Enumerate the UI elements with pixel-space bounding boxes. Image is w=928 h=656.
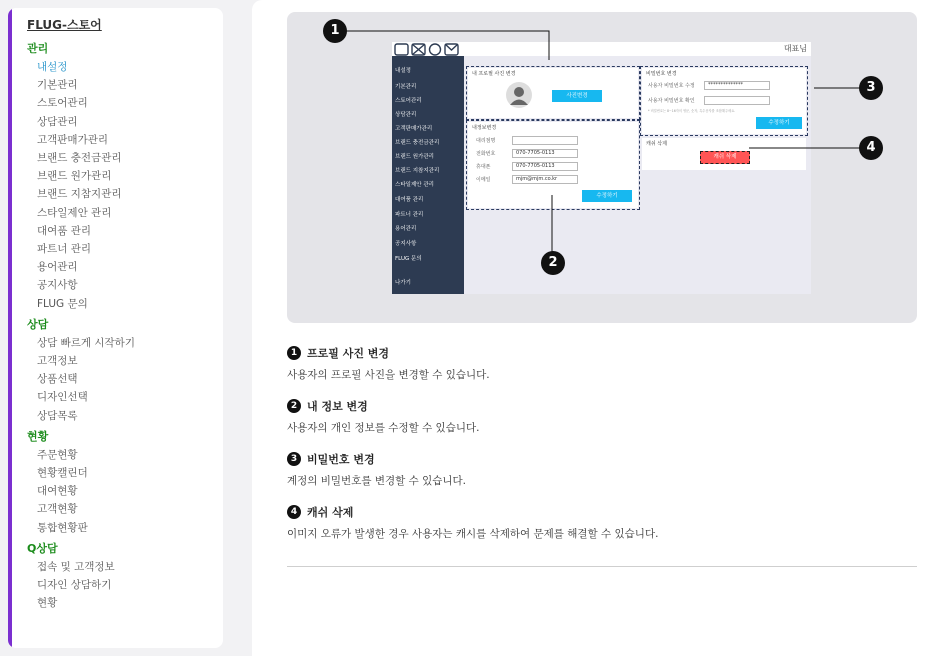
desc-head (287, 398, 917, 414)
nav-item-consult-list[interactable]: 상담목록 (37, 409, 78, 422)
nav-item-style-suggest[interactable]: 스타일제안 관리 (37, 206, 112, 219)
mock-info-title: 내정보변경 (472, 125, 497, 131)
nav-item-my-settings[interactable]: 내설정 (37, 61, 68, 73)
desc-text: 사용자의 프로필 사진을 변경할 수 있습니다. (287, 369, 490, 381)
mock-menu-item: 대여품 관리 (395, 197, 424, 203)
callout-4: 4 (859, 136, 883, 160)
mock-menu-item: 공지사항 (395, 241, 417, 247)
desc-title: 내 정보 변경 (307, 400, 368, 413)
nav-item-integrated-board[interactable]: 통합현황판 (37, 521, 88, 534)
mock-info-save-button: 수정하기 (582, 190, 632, 202)
nav-item-status-calendar[interactable]: 현황캘린더 (37, 467, 88, 480)
mock-info-label: 이메일 (476, 177, 491, 183)
mock-password-note: * 비밀번호는 8~16자의 영문, 숫자, 특수문자를 조합해주세요. (648, 109, 736, 113)
callout-1: 1 (323, 19, 347, 43)
mock-info-input: mjm@mjm.co.kr (512, 175, 578, 184)
nav-group-status[interactable]: 현황 (27, 429, 49, 443)
desc-text: 사용자의 개인 정보를 수정할 수 있습니다. (287, 422, 480, 434)
nav-item-customer-status[interactable]: 고객현황 (37, 503, 78, 516)
nav-section-consult (27, 316, 217, 425)
desc-head (287, 504, 917, 520)
nav-item-brand-charge[interactable]: 브랜드 충전금관리 (37, 152, 122, 165)
nav-item-store[interactable]: 스토어관리 (37, 97, 88, 110)
nav-section-manage (27, 40, 217, 313)
nav-item-design-consult[interactable]: 디자인 상담하기 (37, 579, 112, 592)
nav-section-q-consult (27, 540, 217, 613)
nav-item-design-select[interactable]: 디자인선택 (37, 391, 88, 404)
callout-3: 3 (859, 76, 883, 100)
mock-menu-item: 고객판매가관리 (395, 126, 433, 132)
mock-profile-title: 내 프로필 사진 변경 (472, 71, 516, 77)
nav-item-customer-price[interactable]: 고객판매가관리 (37, 133, 109, 146)
nav-item-flug-inquiry[interactable]: FLUG 문의 (37, 297, 88, 310)
nav-item-rental-status[interactable]: 대여현황 (37, 485, 78, 498)
number-badge: 4 (287, 505, 301, 519)
nav-item-customer-info[interactable]: 고객정보 (37, 355, 78, 368)
number-badge: 3 (287, 452, 301, 466)
mock-password-title: 비밀번호 변경 (646, 71, 677, 77)
nav-item-brand-cost[interactable]: 브랜드 원가관리 (37, 170, 112, 183)
mock-menu-item: 기본관리 (395, 84, 417, 90)
nav-item-consult-manage[interactable]: 상담관리 (37, 115, 78, 128)
divider (287, 566, 917, 567)
number-badge: 1 (287, 346, 301, 360)
desc-text: 계정의 비밀번호를 변경할 수 있습니다. (287, 475, 466, 487)
number-badge: 2 (287, 399, 301, 413)
desc-profile-photo (287, 345, 917, 382)
desc-head (287, 345, 917, 361)
screenshot-illustration (287, 12, 917, 323)
mock-password-save-button: 수정하기 (756, 117, 802, 129)
mock-menu-item: 상담관리 (395, 112, 417, 118)
nav-group-consult[interactable]: 상담 (27, 317, 49, 331)
mock-menu-item: 파트너 관리 (395, 212, 424, 218)
nav-item-quick-start[interactable]: 상담 빠르게 시작하기 (37, 336, 135, 349)
mock-cache-delete-button: 캐쉬 삭제 (700, 151, 750, 164)
desc-my-info (287, 398, 917, 435)
mock-info-label: 휴대폰 (476, 164, 491, 170)
callout-2: 2 (541, 251, 565, 275)
nav-group-manage[interactable]: 관리 (27, 42, 49, 55)
mock-menu-item: 브랜드 원가관리 (395, 154, 434, 160)
desc-title: 캐쉬 삭제 (307, 506, 354, 519)
nav-item-order-status[interactable]: 주문현황 (37, 448, 78, 461)
store-title[interactable]: FLUG-스토어 (27, 18, 102, 32)
mock-menu-item: 브랜드 충전금관리 (395, 140, 440, 146)
nav-item-partner[interactable]: 파트너 관리 (37, 243, 92, 256)
desc-password (287, 451, 917, 488)
sidebar (8, 8, 223, 648)
nav-item-q-status[interactable]: 현황 (37, 597, 58, 610)
mock-info-input: 070-7705-0113 (512, 149, 578, 158)
nav-item-brand-guide[interactable]: 브랜드 지참지관리 (37, 188, 122, 201)
desc-text: 이미지 오류가 발생한 경우 사용자는 캐시를 삭제하여 문제를 해결할 수 있습니다. (287, 528, 659, 540)
nav-item-terms[interactable]: 용어관리 (37, 261, 78, 274)
nav-group-q-consult[interactable]: Q상담 (27, 541, 58, 555)
mock-menu-item: FLUG 문의 (395, 256, 422, 262)
mock-info-label: 전화번호 (476, 151, 496, 157)
mock-password-label: 사용자 비밀번호 수정 (648, 83, 695, 89)
nav-menu (27, 40, 217, 615)
desc-head (287, 451, 917, 467)
mock-cache-title: 캐쉬 삭제 (646, 141, 667, 147)
mock-menu-item: 스토어관리 (395, 98, 422, 104)
nav-item-basic[interactable]: 기본관리 (37, 79, 78, 92)
main-panel (252, 0, 928, 656)
mock-menu-item: 나가기 (395, 280, 411, 286)
mock-info-label: 대리점명 (476, 138, 496, 144)
callout-lines (287, 12, 917, 323)
mock-photo-change-button: 사진변경 (552, 90, 602, 102)
mock-user-name: 대표님 (783, 44, 807, 53)
mock-info-input: 070-7705-0113 (512, 162, 578, 171)
desc-title: 비밀번호 변경 (307, 453, 375, 466)
mock-menu-item: 내설정 (395, 68, 411, 74)
mock-menu-item: 스타일제안 관리 (395, 182, 434, 188)
mock-menu-item: 브랜드 지참지관리 (395, 168, 440, 174)
nav-item-product-select[interactable]: 상품선택 (37, 373, 78, 386)
mock-password-label: 사용자 비밀번호 확인 (648, 98, 695, 104)
desc-title: 프로필 사진 변경 (307, 347, 390, 360)
sidebar-accent-bar (8, 8, 12, 648)
nav-item-access-customer[interactable]: 접속 및 고객정보 (37, 560, 115, 573)
mock-menu-item: 용어관리 (395, 226, 417, 232)
nav-item-rental[interactable]: 대여품 관리 (37, 224, 92, 237)
desc-cache (287, 504, 917, 541)
nav-item-notice[interactable]: 공지사항 (37, 279, 78, 292)
nav-section-status (27, 428, 217, 537)
mock-password-input: ************** (704, 81, 770, 90)
